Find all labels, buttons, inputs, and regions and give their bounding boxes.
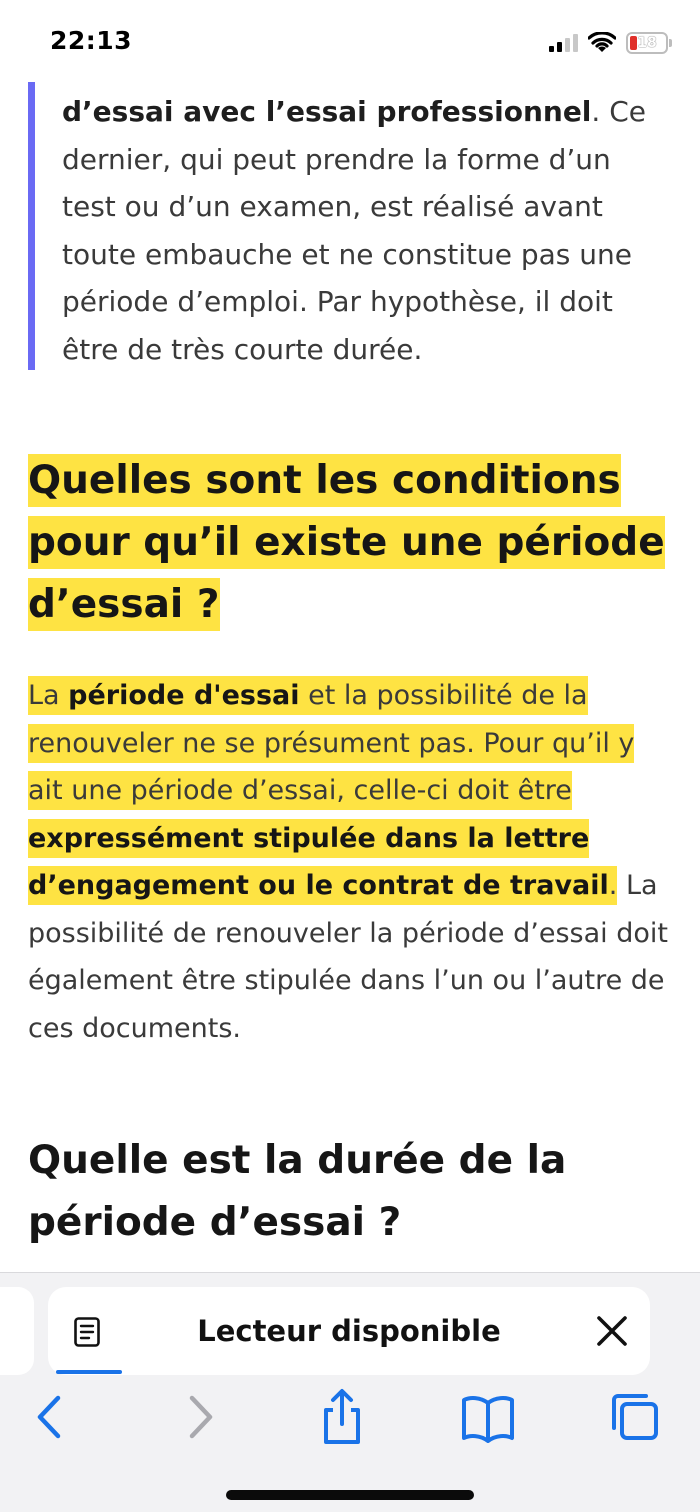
para-bold-periode-essai: période d'essai — [68, 676, 299, 715]
section-heading-duree: Quelle est la durée de la période d’essai ? — [28, 1138, 567, 1245]
para-part-6: La possibilité de renouveler la période d’essai doit également être stipulée dans l’un ou l’autre de ces documents. — [28, 870, 668, 1044]
forward-icon[interactable] — [170, 1388, 230, 1448]
share-icon[interactable] — [312, 1388, 372, 1448]
para-part-5: . — [609, 866, 618, 905]
heading-highlight: Quelles sont les conditions pour qu’il existe une période d’essai ? — [28, 454, 665, 631]
status-bar — [0, 0, 700, 82]
para-part-3: et la possibilité de la renouveler ne se présument pas. Pour qu’il y ait une période d’essai, celle-ci doit être — [28, 676, 634, 810]
reader-label[interactable]: Lecteur disponible — [197, 1314, 501, 1348]
section-heading-conditions — [28, 450, 678, 636]
tabs-icon[interactable] — [604, 1388, 664, 1448]
bookmarks-icon[interactable] — [458, 1388, 518, 1448]
quote-body: . Ce dernier, qui peut prendre la forme d’un test ou d’un examen, est réalisé avant toute embauche et ne constitue pas une période d’emploi. Par hypothèse, il doit être de très courte durée. — [62, 95, 646, 366]
quote-accent-bar — [28, 82, 35, 370]
battery-level: 18 — [637, 35, 657, 51]
status-icons — [549, 30, 672, 56]
reader-availability-bar[interactable] — [48, 1287, 650, 1375]
home-indicator[interactable] — [226, 1490, 474, 1500]
back-icon[interactable] — [20, 1388, 80, 1448]
para-part-1: La — [28, 676, 68, 715]
close-icon[interactable] — [594, 1313, 630, 1349]
conditions-paragraph — [28, 672, 676, 1052]
navigation-row — [0, 1388, 700, 1448]
quote-bold-lead: d’essai avec l’essai professionnel — [62, 95, 592, 128]
battery-icon — [626, 32, 668, 54]
previous-tab-preview[interactable] — [0, 1287, 34, 1375]
wifi-icon — [588, 32, 616, 54]
status-time: 22:13 — [50, 26, 133, 55]
quote-text — [62, 88, 662, 373]
cellular-signal-icon — [549, 34, 578, 52]
reader-active-indicator — [56, 1370, 122, 1374]
quote-block — [28, 82, 668, 370]
para-bold-stipulee: expressément stipulée dans la lettre d’engagement ou le contrat de travail — [28, 819, 609, 906]
